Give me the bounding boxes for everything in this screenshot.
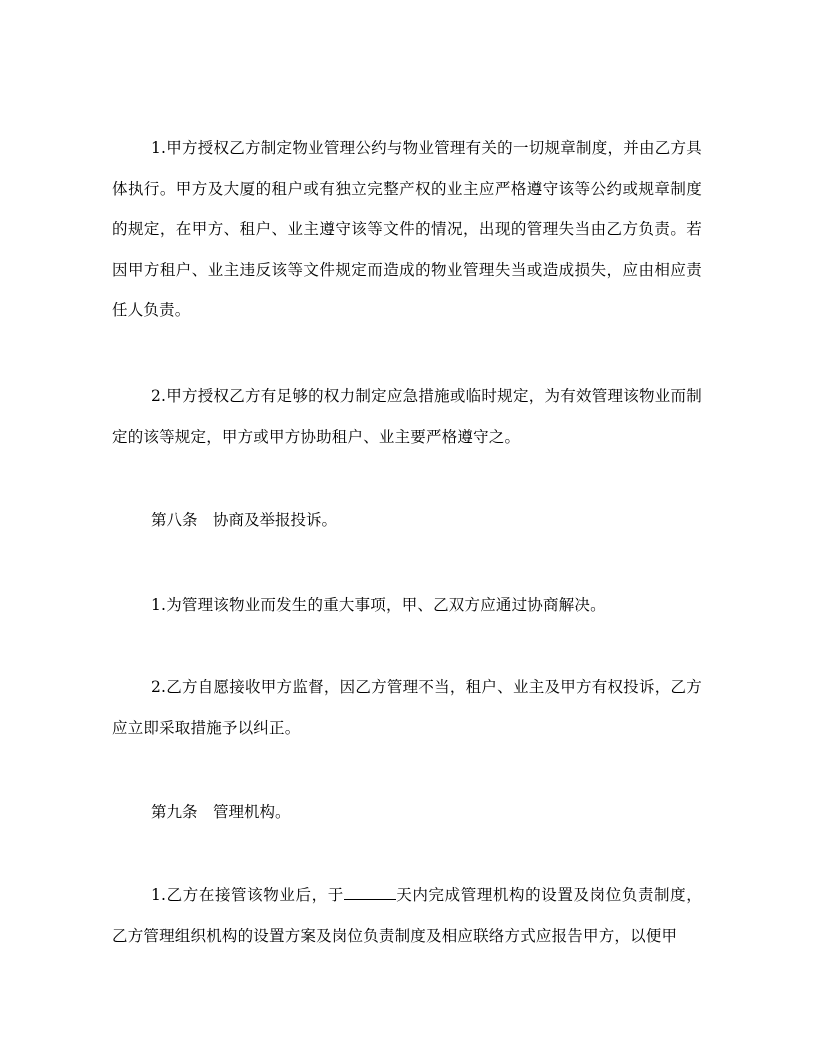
- clause-7-item-1: 1.甲方授权乙方制定物业管理公约与物业管理有关的一切规章制度，并由乙方具体执行。甲方及大厦的租户或有独立完整产权的业主应严格遵守该等公约或规章制度的规定，在甲方、租户、业主遵守该等文件的情况，出现的管理失当由乙方负责。若因甲方租户、业主违反该等文件规定而造成的物业管理失当或造成损失，应由相应责任人负责。: [112, 139, 702, 319]
- article-9-item-1: [112, 875, 702, 956]
- article-8-item-1: 1.为管理该物业而发生的重大事项，甲、乙双方应通过协商解决。: [151, 596, 606, 614]
- fill-in-blank-days: [344, 899, 396, 900]
- article-8-item-2: 2.乙方自愿接收甲方监督，因乙方管理不当，租户、业主及甲方有权投诉，乙方应立即采取措施予以纠正。: [112, 678, 702, 737]
- article-9-item-1-before-blank: 1.乙方在接管该物业后，于: [151, 886, 344, 904]
- article-9-heading: 第九条 管理机构。: [151, 803, 291, 821]
- article-9-item-1-after-blank: 天内完成管理机构的设置及岗位负责制度，乙方管理组织机构的设置方案及岗位负责制度及相应联络方式应报告甲方，以便甲: [112, 886, 702, 945]
- article-8-heading: 第八条 协商及举报投诉。: [151, 511, 338, 529]
- clause-7-item-2: 2.甲方授权乙方有足够的权力制定应急措施或临时规定，为有效管理该物业而制定的该等规定，甲方或甲方协助租户、业主要严格遵守之。: [112, 387, 702, 446]
